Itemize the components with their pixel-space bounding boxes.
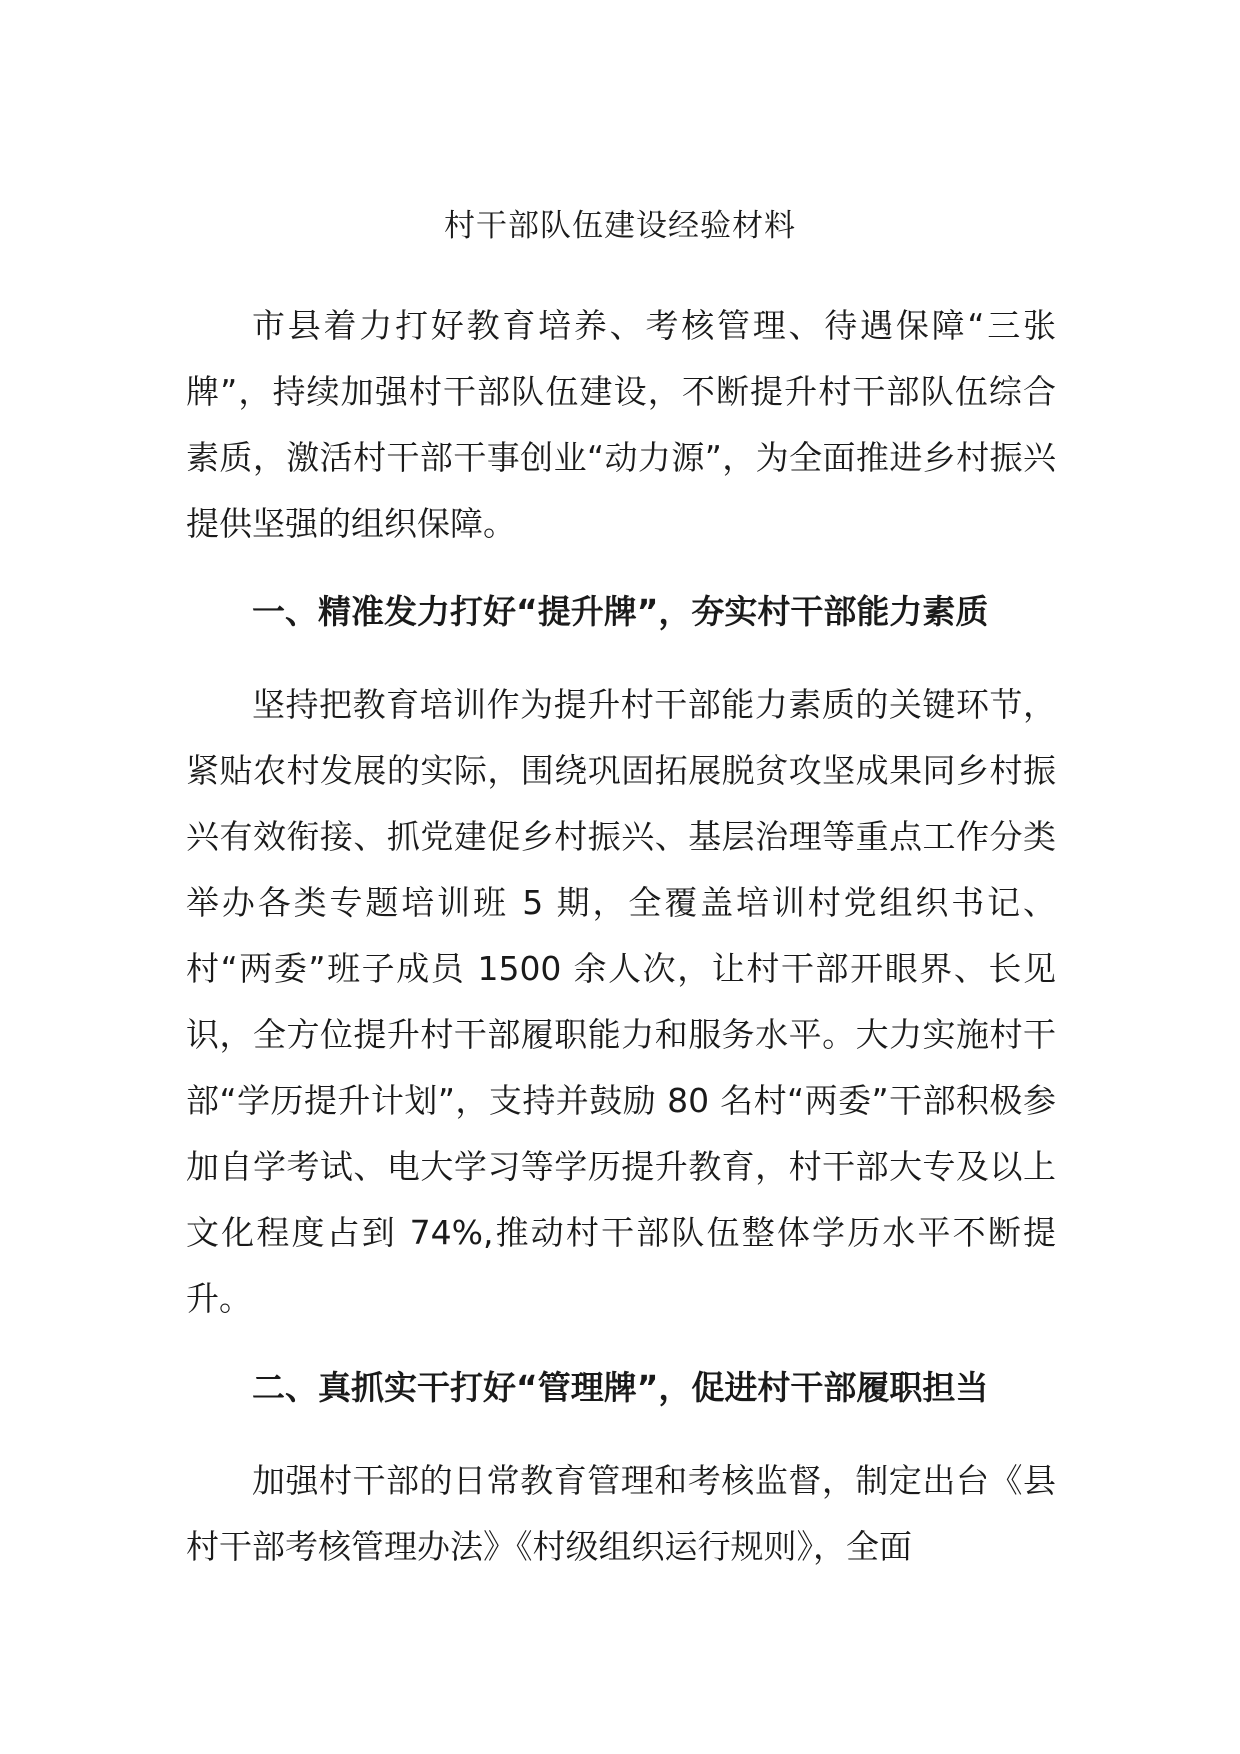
section-2-paragraph: 加强村干部的日常教育管理和考核监督，制定出台《县村干部考核管理办法》《村级组织运行规则》，全面	[186, 1461, 1056, 1566]
section-1-heading: 一、精准发力打好“提升牌”，夯实村干部能力素质	[252, 592, 989, 631]
intro-paragraph: 市县着力打好教育培养、考核管理、待遇保障“三张牌”，持续加强村干部队伍建设，不断提升村干部队伍综合素质，激活村干部干事创业“动力源”，为全面推进乡村振兴提供坚强的组织保障。	[186, 306, 1056, 543]
section-2-heading: 二、真抓实干打好“管理牌”，促进村干部履职担当	[252, 1368, 989, 1407]
section-1-paragraph: 坚持把教育培训作为提升村干部能力素质的关键环节，紧贴农村发展的实际，围绕巩固拓展脱贫攻坚成果同乡村振兴有效衔接、抓党建促乡村振兴、基层治理等重点工作分类举办各类专题培训班 5 期，全覆盖培训村党组织书记、村“两委”班子成员 1500 余人次，让村干部开眼界、长见识，全方位提升村干部履职能力和服务水平。大力实施村干部“学历提升计划”，支持并鼓励 80 名村“两委”干部积极参加自学考试、电大学习等学历提升教育，村干部大专及以上文化程度占到 74%,推动村干部队伍整体学历水平不断提升。	[186, 685, 1056, 1318]
document-title: 村干部队伍建设经验材料	[444, 208, 796, 244]
